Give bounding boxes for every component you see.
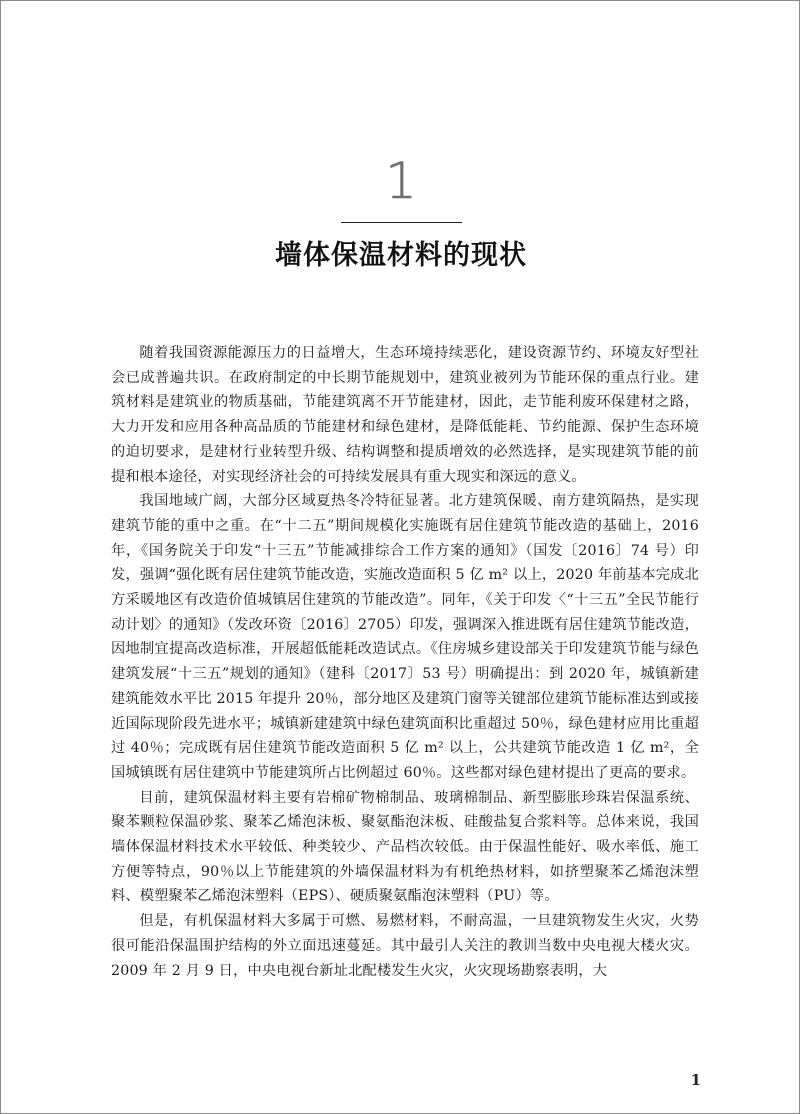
paragraph: 但是，有机保温材料大多属于可燃、易燃材料，不耐高温，一旦建筑物发生火灾，火势很可能沿保温围护结构的外立面迅速蔓延。其中最引人关注的教训当数中央电视大楼火灾。2009 年 2 月 9 日，中央电视台新址北配楼发生火灾，火灾现场勘察表明，大 [111, 913, 699, 979]
paragraph: 随着我国资源能源压力的日益增大，生态环境持续恶化，建设资源节约、环境友好型社会已成普遍共识。在政府制定的中长期节能规划中，建筑业被列为节能环保的重点行业。建筑材料是建筑业的物质基础，节能建筑离不开节能建材，因此，走节能利废环保建材之路，大力开发和应用各种高品质的节能建材和绿色建材，是降低能耗、节约能源、保护生态环境的迫切要求，是建材行业转型升级、结构调整和提质增效的必然选择，是实现建筑节能的前提和根本途径，对实现经济社会的可持续发展具有重大现实和深远的意义。 [111, 345, 699, 485]
page-number: 1 [690, 1071, 701, 1089]
paragraph: 我国地域广阔，大部分区域夏热冬冷特征显著。北方建筑保暖、南方建筑隔热，是实现建筑节能的重中之重。在“十二五”期间规模化实施既有居住建筑节能改造的基础上，2016 年，《国务院关于印发“十三五”节能减排综合工作方案的通知》（国发〔2016〕74 号）印发，强调“强化既有居住建筑节能改造，实施改造面积 5 亿 m² 以上，2020 年前基本完成北方采暖地区有改造价值城镇居住建筑的节能改造”。同年，《关于印发〈“十三五”全民节能行动计划〉的通知》（发改环资〔2016〕2705）印发，强调深入推进既有居住建筑节能改造，因地制宜提高改造标准，开展超低能耗改造试点。《住房城乡建设部关于印发建筑节能与绿色建筑发展“十三五”规划的通知》（建科〔2017〕53 号）明确提出：到 2020 年，城镇新建建筑能效水平比 2015 年提升 20％，部分地区及建筑门窗等关键部位建筑节能标准达到或接近国际现阶段先进水平；城镇新建建筑中绿色建筑面积比重超过 50％，绿色建材应用比重超过 40％；完成既有居住建筑节能改造面积 5 亿 m² 以上，公共建筑节能改造 1 亿 m²，全国城镇既有居住建筑中节能建筑所占比例超过 60％。这些都对绿色建材提出了更高的要求。 [111, 493, 699, 781]
chapter-number: 1 [385, 152, 417, 210]
chapter-title-rule [341, 222, 462, 223]
paragraph: 目前，建筑保温材料主要有岩棉矿物棉制品、玻璃棉制品、新型膨胀珍珠岩保温系统、聚苯颗粒保温砂浆、聚苯乙烯泡沫板、聚氨酯泡沫板、硅酸盐复合浆料等。总体来说，我国墙体保温材料技术水平较低、种类较少、产品档次较低。由于保温性能好、吸水率低、施工方便等特点，90％以上节能建筑的外墙保温材料为有机绝热材料，如挤塑聚苯乙烯泡沫塑料、模塑聚苯乙烯泡沫塑料（EPS）、硬质聚氨酯泡沫塑料（PU）等。 [111, 789, 699, 905]
chapter-title: 墙体保温材料的现状 [275, 240, 527, 271]
body-text [111, 341, 699, 983]
